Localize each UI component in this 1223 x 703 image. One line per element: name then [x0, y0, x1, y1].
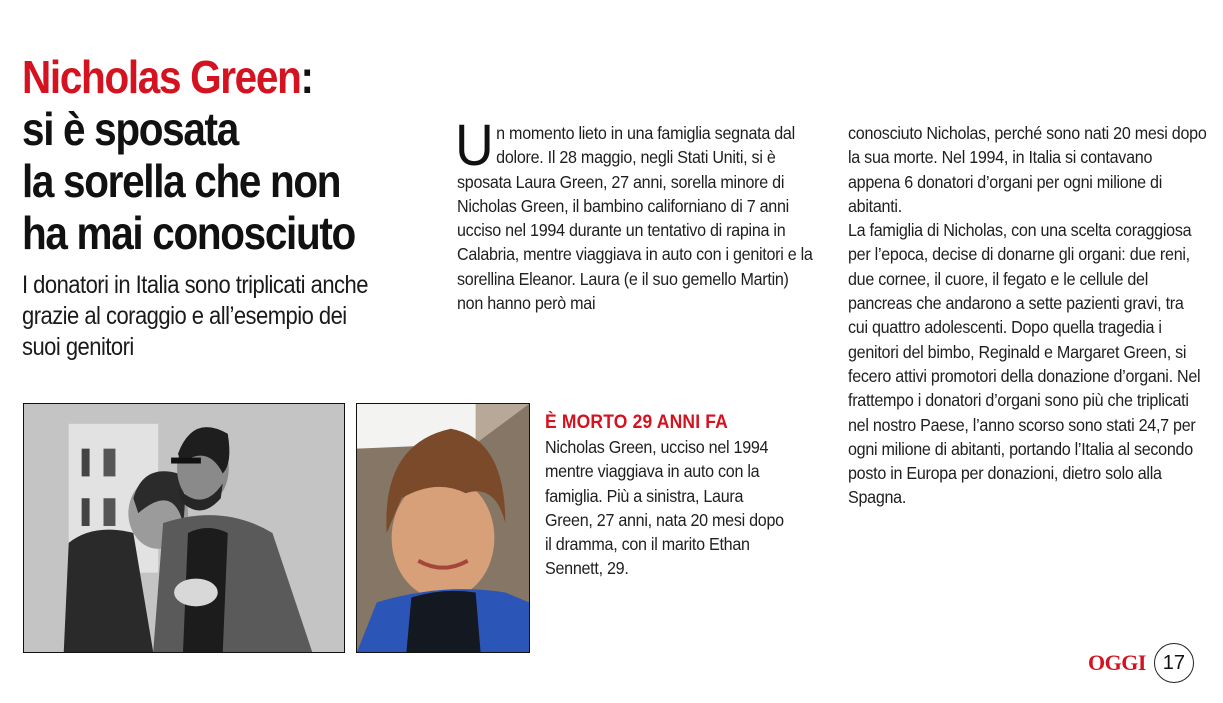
drop-cap: U	[455, 113, 494, 178]
boy-photo-illustration	[357, 404, 529, 652]
headline-line-1: si è sposata	[22, 102, 238, 155]
body-paragraph-2: La famiglia di Nicholas, con una scelta coraggiosa per l’epoca, decise di donarne gli organi: due reni, due cornee, il cuore, il fegato e le cellule del pancreas che andarono a sette pazienti gravi, tra cui quattro adolescenti. Dopo quella tragedia i genitori del bimbo, Reginald e Margaret Green, si fecero attivi promotori della donazione d’organi. Nel frattempo i donatori d’organi sono più che triplicati nel nostro Paese, l’anno scorso sono stati 24,7 per ogni milione di abitanti, portando l’Italia al secondo posto in Europa per donazioni, dietro solo alla Spagna.	[848, 220, 1201, 508]
page-number: 17	[1154, 643, 1194, 683]
page-footer	[1088, 643, 1194, 683]
photo-couple	[23, 403, 345, 653]
body-text-col1: n momento lieto in una famiglia segnata dal dolore. Il 28 maggio, negli Stati Uniti, si è sposata Laura Green, 27 anni, sorella minore di Nicholas Green, il bambino californiano di 7 anni ucciso nel 1994 durante un tentativo di rapina in Calabria, mentre viaggiava in auto con i genitori e la sorellina Eleanor. Laura (e il suo gemello Martin) non hanno però mai	[457, 123, 813, 314]
headline-line-2: la sorella che non	[22, 154, 341, 207]
magazine-logo: OGGI	[1088, 650, 1146, 675]
caption-body: Nicholas Green, ucciso nel 1994 mentre viaggiava in auto con la famiglia. Più a sinistra, Laura Green, 27 anni, nata 20 mesi dopo il dramma, con il marito Ethan Sennett, 29.	[545, 437, 784, 579]
subheadline: I donatori in Italia sono triplicati anche grazie al coraggio e all’esempio dei suoi genitori	[22, 271, 368, 361]
headline-colon: :	[300, 50, 313, 103]
headline	[22, 51, 392, 259]
body-paragraph-1: conosciuto Nicholas, perché sono nati 20 mesi dopo la sua morte. Nel 1994, in Italia si contavano appena 6 donatori d’organi per ogni milione di abitanti.	[848, 123, 1207, 216]
headline-line-3: ha mai conosciuto	[22, 206, 355, 259]
photo-caption	[545, 411, 784, 581]
body-column-1	[455, 113, 816, 315]
couple-photo-illustration	[24, 404, 344, 652]
body-column-2	[848, 121, 1207, 510]
photo-nicholas-green	[356, 403, 530, 653]
headline-name: Nicholas Green	[22, 50, 301, 103]
caption-heading: È MORTO 29 ANNI FA	[545, 412, 729, 433]
